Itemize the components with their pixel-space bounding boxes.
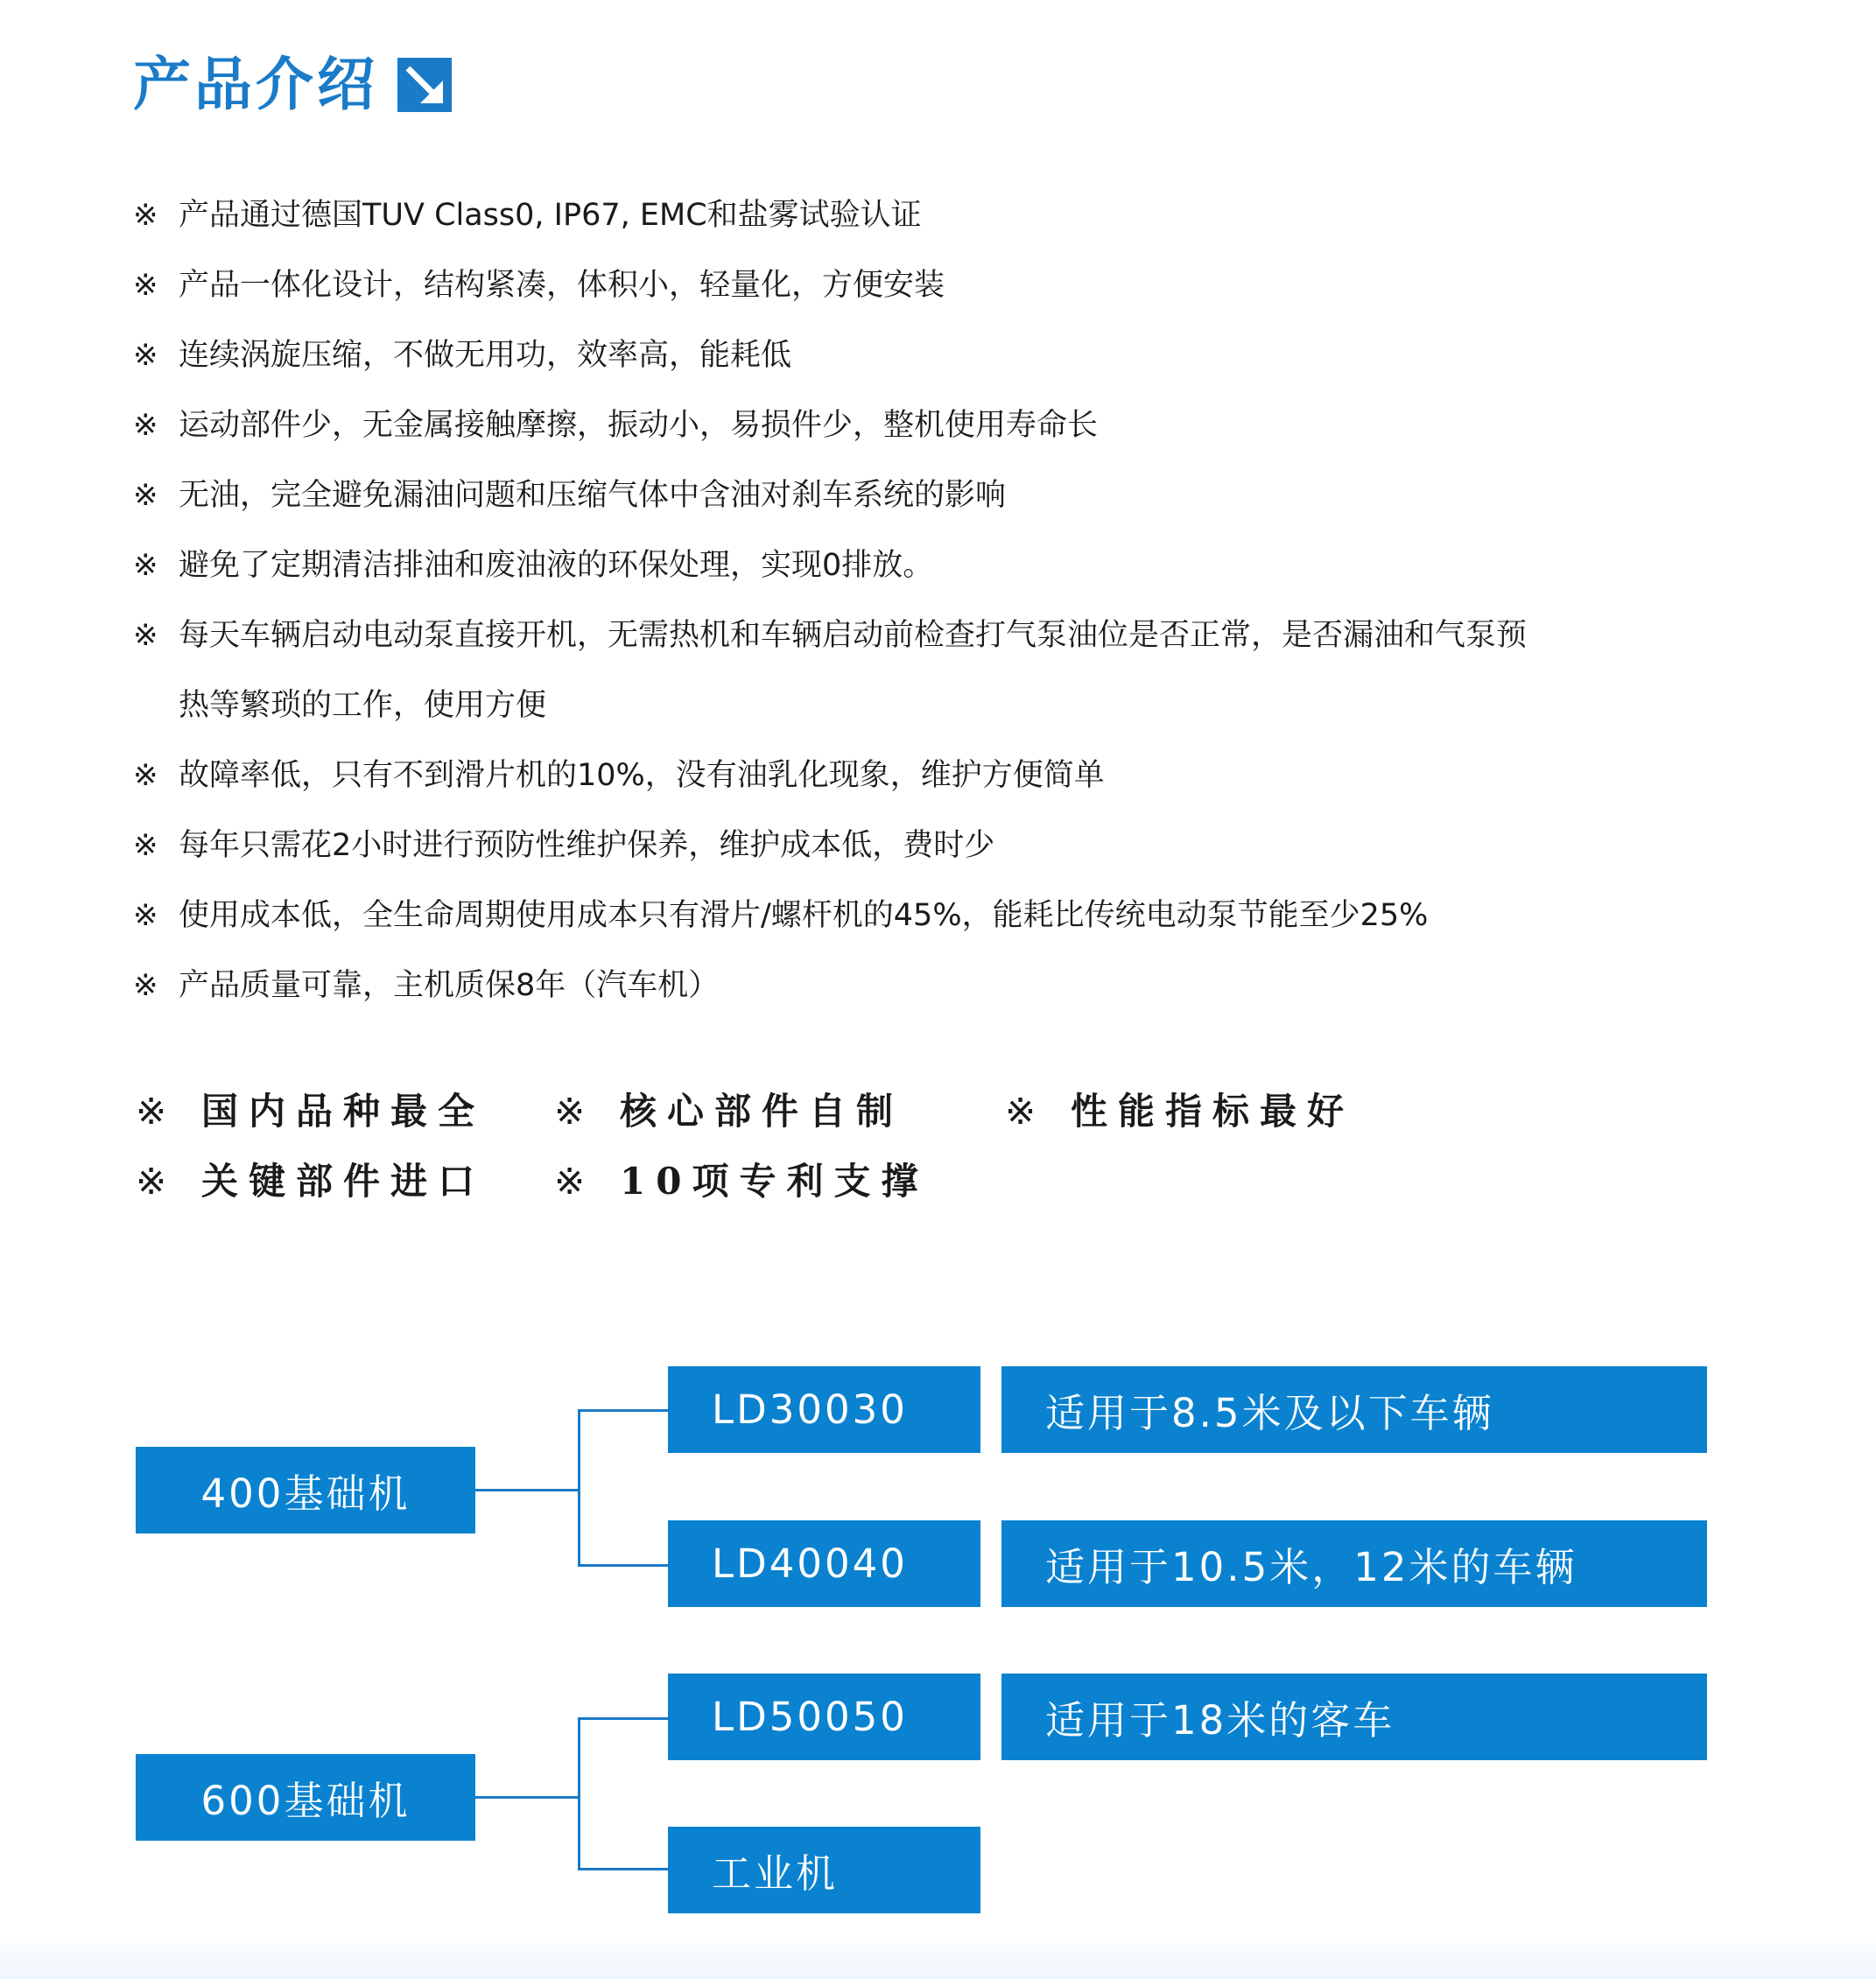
bullet-mark: ※ (136, 1090, 167, 1133)
description-box: 适用于18米的客车 (1001, 1674, 1707, 1760)
feature-text: 使用成本低，全生命周期使用成本只有滑片/螺杆机的45%，能耗比传统电动泵节能至少25% (179, 898, 1429, 933)
bullet-mark: ※ (554, 1160, 586, 1203)
list-item (133, 600, 1796, 740)
bullet-mark: ※ (133, 968, 158, 1003)
feature-text: 产品一体化设计，结构紧凑，体积小，轻量化，方便安装 (179, 268, 945, 303)
highlight-text: 10项专利支撑 (620, 1160, 929, 1203)
feature-text: 故障率低，只有不到滑片机的10%，没有油乳化现象，维护方便简单 (179, 758, 1105, 793)
model-box: LD50050 (668, 1674, 980, 1760)
list-item (133, 320, 1796, 390)
bullet-mark: ※ (133, 548, 158, 583)
feature-text: 避免了定期清洁排油和废油液的环保处理，实现0排放。 (179, 548, 934, 583)
bullet-mark: ※ (133, 478, 158, 513)
list-item (133, 180, 1796, 250)
bullet-mark: ※ (133, 758, 158, 793)
bullet-mark: ※ (554, 1090, 586, 1133)
connector-line (475, 1796, 580, 1799)
bullet-mark: ※ (1005, 1090, 1036, 1133)
list-item (133, 250, 1796, 320)
bullet-mark: ※ (133, 898, 158, 933)
arrow-down-right-icon (397, 58, 452, 112)
highlight-item (1005, 1085, 1354, 1138)
bullet-mark: ※ (133, 828, 158, 863)
base-400-box: 400基础机 (136, 1447, 475, 1533)
feature-text: 连续涡旋压缩，不做无用功，效率高，能耗低 (179, 338, 792, 373)
bullet-mark: ※ (133, 618, 158, 653)
bottom-decoration (0, 1934, 1876, 1979)
connector-line (578, 1717, 580, 1870)
base-600-box: 600基础机 (136, 1754, 475, 1841)
list-item (133, 881, 1796, 951)
feature-text: 无油，完全避免漏油问题和压缩气体中含油对刹车系统的影响 (179, 478, 1007, 513)
feature-list (133, 180, 1796, 1021)
connector-line (578, 1868, 668, 1870)
connector-line (475, 1489, 580, 1491)
bullet-mark: ※ (133, 268, 158, 303)
highlight-item (136, 1085, 485, 1138)
list-item (133, 951, 1796, 1021)
highlight-item (554, 1085, 903, 1138)
list-item (133, 390, 1796, 460)
highlight-text: 核心部件自制 (620, 1090, 904, 1133)
highlight-item (554, 1155, 928, 1208)
list-item (133, 740, 1796, 811)
connector-line (578, 1409, 668, 1412)
model-box: 工业机 (668, 1827, 980, 1913)
model-box: LD40040 (668, 1520, 980, 1607)
connector-line (578, 1409, 580, 1567)
connector-line (578, 1717, 668, 1720)
list-item (133, 460, 1796, 530)
model-box: LD30030 (668, 1366, 980, 1453)
highlight-text: 性能指标最好 (1071, 1090, 1355, 1133)
highlight-item (136, 1155, 485, 1208)
page-title: 产品介绍 (133, 51, 378, 118)
list-item (133, 530, 1796, 600)
list-item (133, 811, 1796, 881)
feature-text: 每天车辆启动电动泵直接开机，无需热机和车辆启动前检查打气泵油位是否正常，是否漏油和气泵预热等繁琐的工作，使用方便 (179, 618, 1528, 723)
bullet-mark: ※ (133, 408, 158, 443)
highlight-text: 关键部件进口 (201, 1160, 486, 1203)
description-box: 适用于10.5米，12米的车辆 (1001, 1520, 1707, 1607)
feature-text: 每年只需花2小时进行预防性维护保养，维护成本低，费时少 (179, 828, 995, 863)
bullet-mark: ※ (133, 338, 158, 373)
description-box: 适用于8.5米及以下车辆 (1001, 1366, 1707, 1453)
connector-line (578, 1564, 668, 1567)
highlight-text: 国内品种最全 (201, 1090, 486, 1133)
feature-text: 运动部件少，无金属接触摩擦，振动小，易损件少，整机使用寿命长 (179, 408, 1099, 443)
bullet-mark: ※ (133, 198, 158, 233)
feature-text: 产品质量可靠，主机质保8年（汽车机） (179, 968, 720, 1003)
section-header (133, 46, 452, 124)
bullet-mark: ※ (136, 1160, 167, 1203)
feature-text: 产品通过德国TUV Class0, IP67, EMC和盐雾试验认证 (179, 198, 922, 233)
